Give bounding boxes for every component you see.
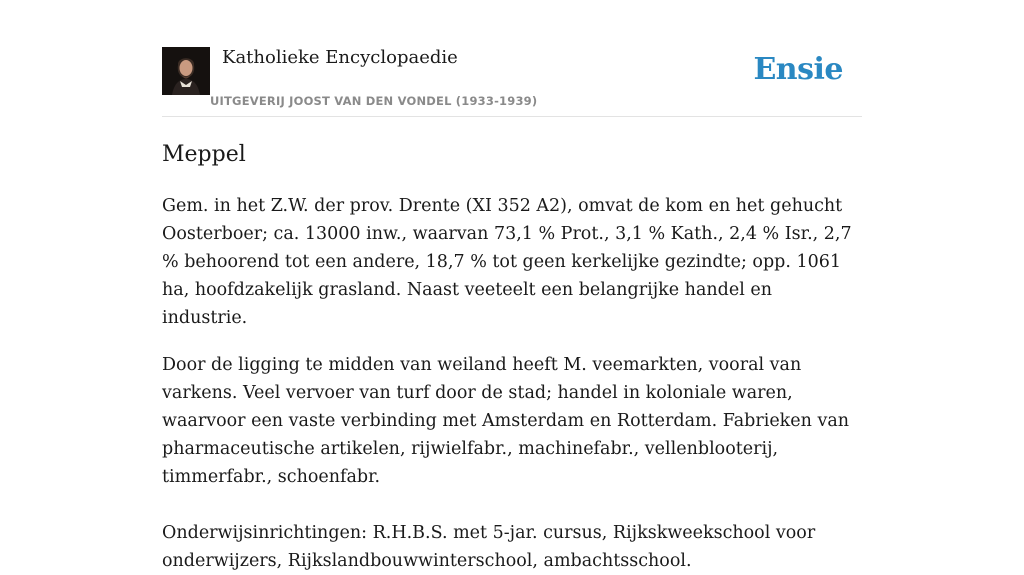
article-paragraph: Onderwijsinrichtingen: R.H.B.S. met 5-jar. cursus, Rijkskweekschool voor onderwijzers, Rijkslandbouwwinterschool, ambachtsschool. <box>162 523 816 571</box>
publication-subtitle: UITGEVERIJ JOOST VAN DEN VONDEL (1933-1939) <box>210 94 538 108</box>
entry-title: Meppel <box>162 142 246 167</box>
publication-title[interactable]: Katholieke Encyclopaedie <box>222 47 458 68</box>
ensie-logo-link[interactable]: Ensie <box>753 52 843 87</box>
article-paragraph: Door de ligging te midden van weiland heeft M. veemarkten, vooral van varkens. Veel vervoer van turf door de stad; handel in koloniale waren, waarvoor een vaste verbinding met Amsterdam en Rotterdam. Fabrieken van pharmaceutische artikelen, rijwielfabr., machinefabr., vellenblooterij, timmerfabr., schoenfabr. <box>162 355 850 487</box>
article <box>162 138 862 575</box>
site-header <box>162 46 862 117</box>
portrait-avatar-icon[interactable] <box>162 47 210 95</box>
article-paragraph: Gem. in het Z.W. der prov. Drente (XI 352 A2), omvat de kom en het gehucht Oosterboer; ca. 13000 inw., waarvan 73,1 % Prot., 3,1 % Kath., 2,4 % Isr., 2,7 % behoorend tot een andere, 18,7 % tot geen kerkelijke gezindte; opp. 1061 ha, hoofdzakelijk grasland. Naast veeteelt een belangrijke handel en industrie. <box>162 196 852 328</box>
